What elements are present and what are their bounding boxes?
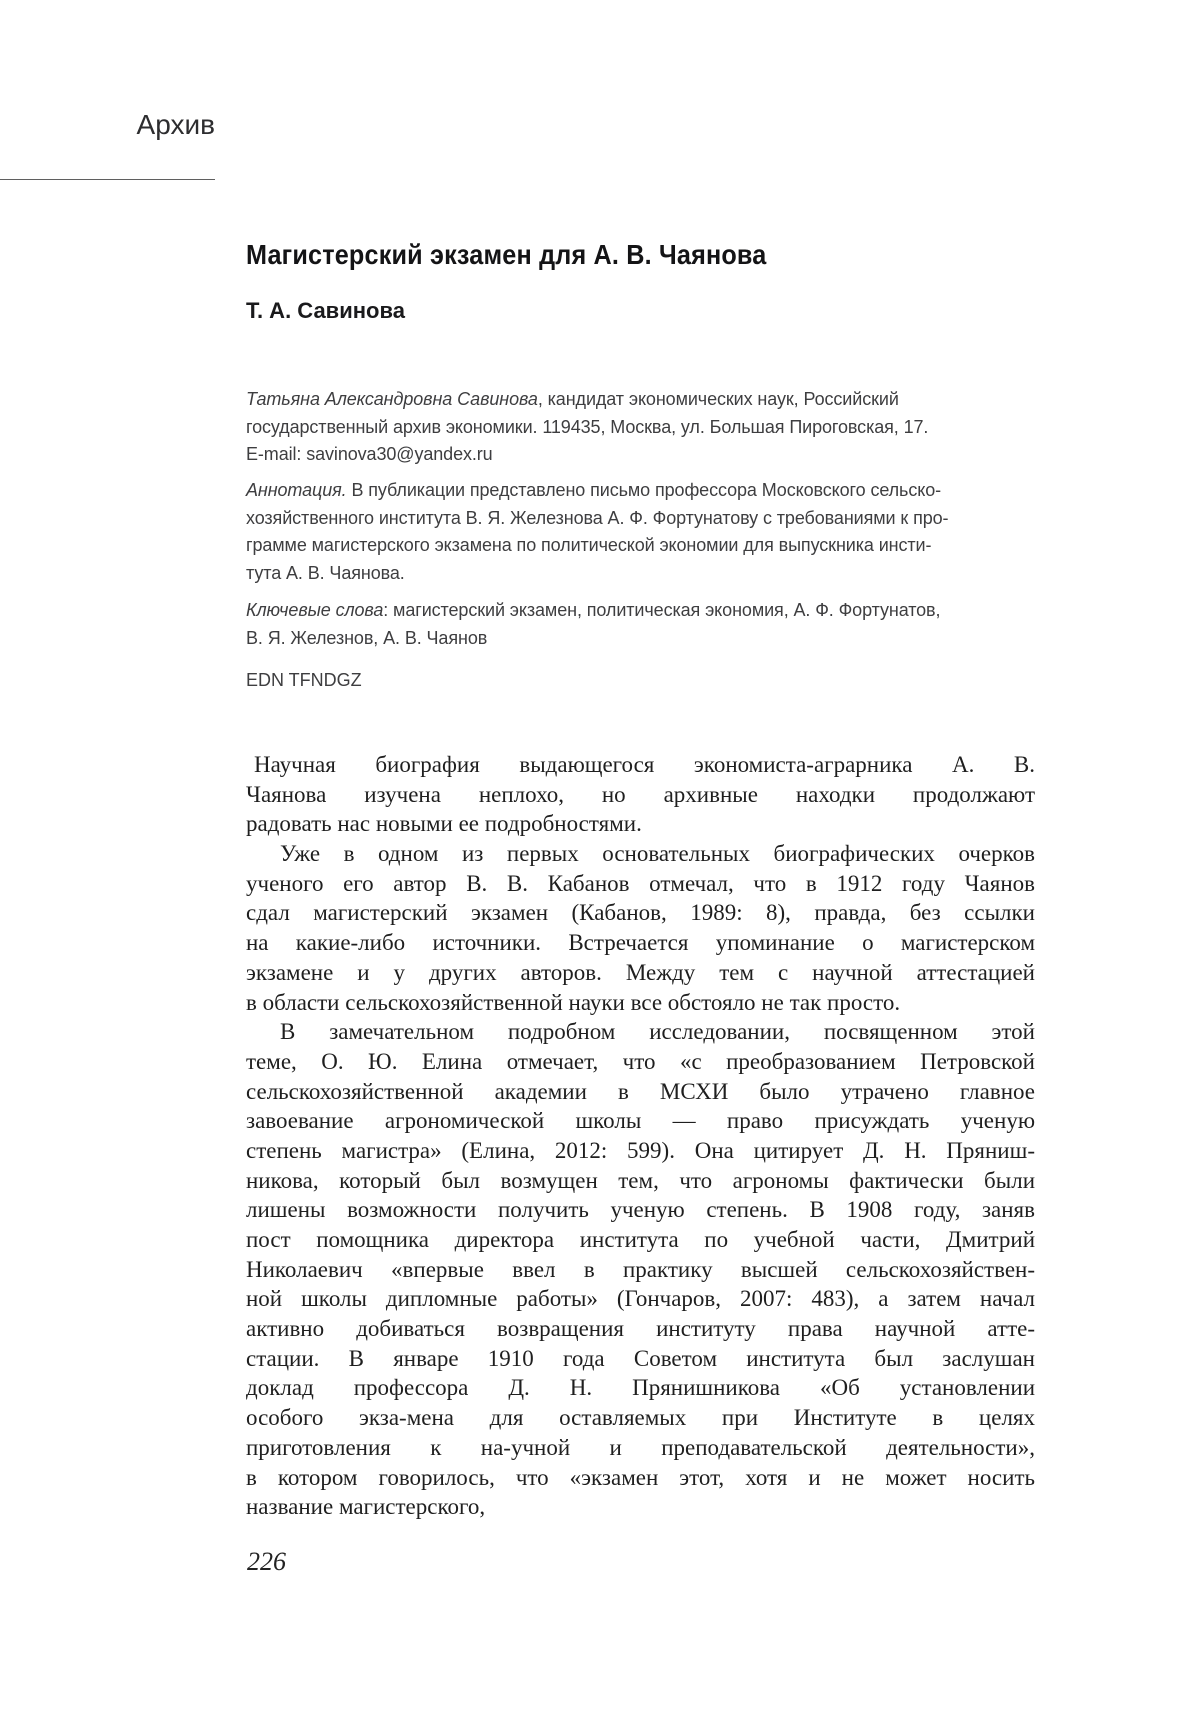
meta-line: Татьяна Александровна Савинова, кандидат экономических наук, Российский	[246, 389, 899, 409]
body-line: стации. В январе 1910 года Советом института был заслушан	[246, 1345, 1035, 1371]
section-label: Архив	[136, 109, 215, 140]
body-line: ученого его автор В. В. Кабанов отмечал, что в 1912 году Чаянов	[246, 870, 1035, 896]
body-line: доклад профессора Д. Н. Прянишникова «Об установлении	[246, 1375, 1035, 1401]
article-title: Магистерский экзамен для А. В. Чаянова	[246, 239, 767, 270]
abstract-block	[246, 477, 1046, 587]
body-line: Чаянова изучена неплохо, но архивные находки продолжают	[246, 781, 1035, 807]
meta-line: В. Я. Железнов, А. В. Чаянов	[246, 627, 488, 648]
keywords-block	[246, 597, 1046, 652]
body-line: пост помощника директора института по учебной части, Дмитрий	[246, 1227, 1035, 1252]
body-line: ной школы дипломные работы» (Гончаров, 2007: 483), а затем начал	[246, 1286, 1035, 1312]
body-line: степень магистра» (Елина, 2012: 599). Она цитирует Д. Н. Пряниш-	[246, 1137, 1035, 1163]
meta-line: тута А. В. Чаянова.	[246, 562, 405, 583]
header-rule	[0, 179, 215, 180]
meta-line: хозяйственного института В. Я. Железнова А. Ф. Фортунатову с требованиями к про-	[246, 507, 949, 528]
body-line: особого экза-мена для оставляемых при Институте в целях	[246, 1405, 1035, 1431]
edn-code: EDN TFNDGZ	[246, 670, 362, 690]
body-line: Уже в одном из первых основательных биографических очерков	[280, 841, 1035, 867]
body-line: никова, который был возмущен тем, что агрономы фактически были	[246, 1167, 1035, 1193]
body-line: Научная биография выдающегося экономиста-аграрника А. В.	[254, 752, 1035, 777]
body-line: завоевание агрономической школы — право присуждать ученую	[246, 1108, 1035, 1134]
meta-line: Аннотация. В публикации представлено письмо профессора Московского сельско-	[246, 480, 942, 500]
body-line: лишены возможности получить ученую степень. В 1908 году, заняв	[246, 1197, 1035, 1223]
body-line: в области сельскохозяйственной науки все обстояло не так просто.	[246, 989, 901, 1015]
page-number: 226	[247, 1547, 286, 1576]
body-line: сдал магистерский экзамен (Кабанов, 1989: 8), правда, без ссылки	[246, 900, 1035, 926]
article-author: Т. А. Савинова	[246, 298, 405, 323]
meta-line: Ключевые слова: магистерский экзамен, политическая экономия, А. Ф. Фортунатов,	[246, 600, 941, 620]
meta-line: государственный архив экономики. 119435, Москва, ул. Большая Пироговская, 17.	[246, 416, 929, 437]
body-line: название магистерского,	[246, 1494, 486, 1520]
body-line: экзамене и у других авторов. Между тем с научной аттестацией	[246, 959, 1035, 985]
body-line: Николаевич «впервые ввел в практику высшей сельскохозяйствен-	[246, 1256, 1035, 1282]
body-line: теме, О. Ю. Елина отмечает, что «с преобразованием Петровской	[246, 1048, 1035, 1074]
body-line: активно добиваться возвращения институту права научной атте-	[246, 1316, 1035, 1342]
article-body	[246, 750, 1035, 1522]
meta-line: грамме магистерского экзамена по политической экономии для выпускника инсти-	[246, 535, 932, 555]
body-line: сельскохозяйственной академии в МСХИ было утрачено главное	[246, 1078, 1035, 1104]
meta-line: E-mail: savinova30@yandex.ru	[246, 444, 493, 464]
body-line: радовать нас новыми ее подробностями.	[246, 811, 642, 837]
body-line: в котором говорилось, что «экзамен этот, хотя и не может носить	[246, 1464, 1035, 1490]
affiliation-block	[246, 386, 1046, 469]
body-line: на какие-либо источники. Встречается упоминание о магистерском	[246, 930, 1035, 956]
body-line: В замечательном подробном исследовании, посвященном этой	[280, 1019, 1035, 1045]
body-line: приготовления к на-учной и преподавательской деятельности»,	[246, 1434, 1035, 1460]
